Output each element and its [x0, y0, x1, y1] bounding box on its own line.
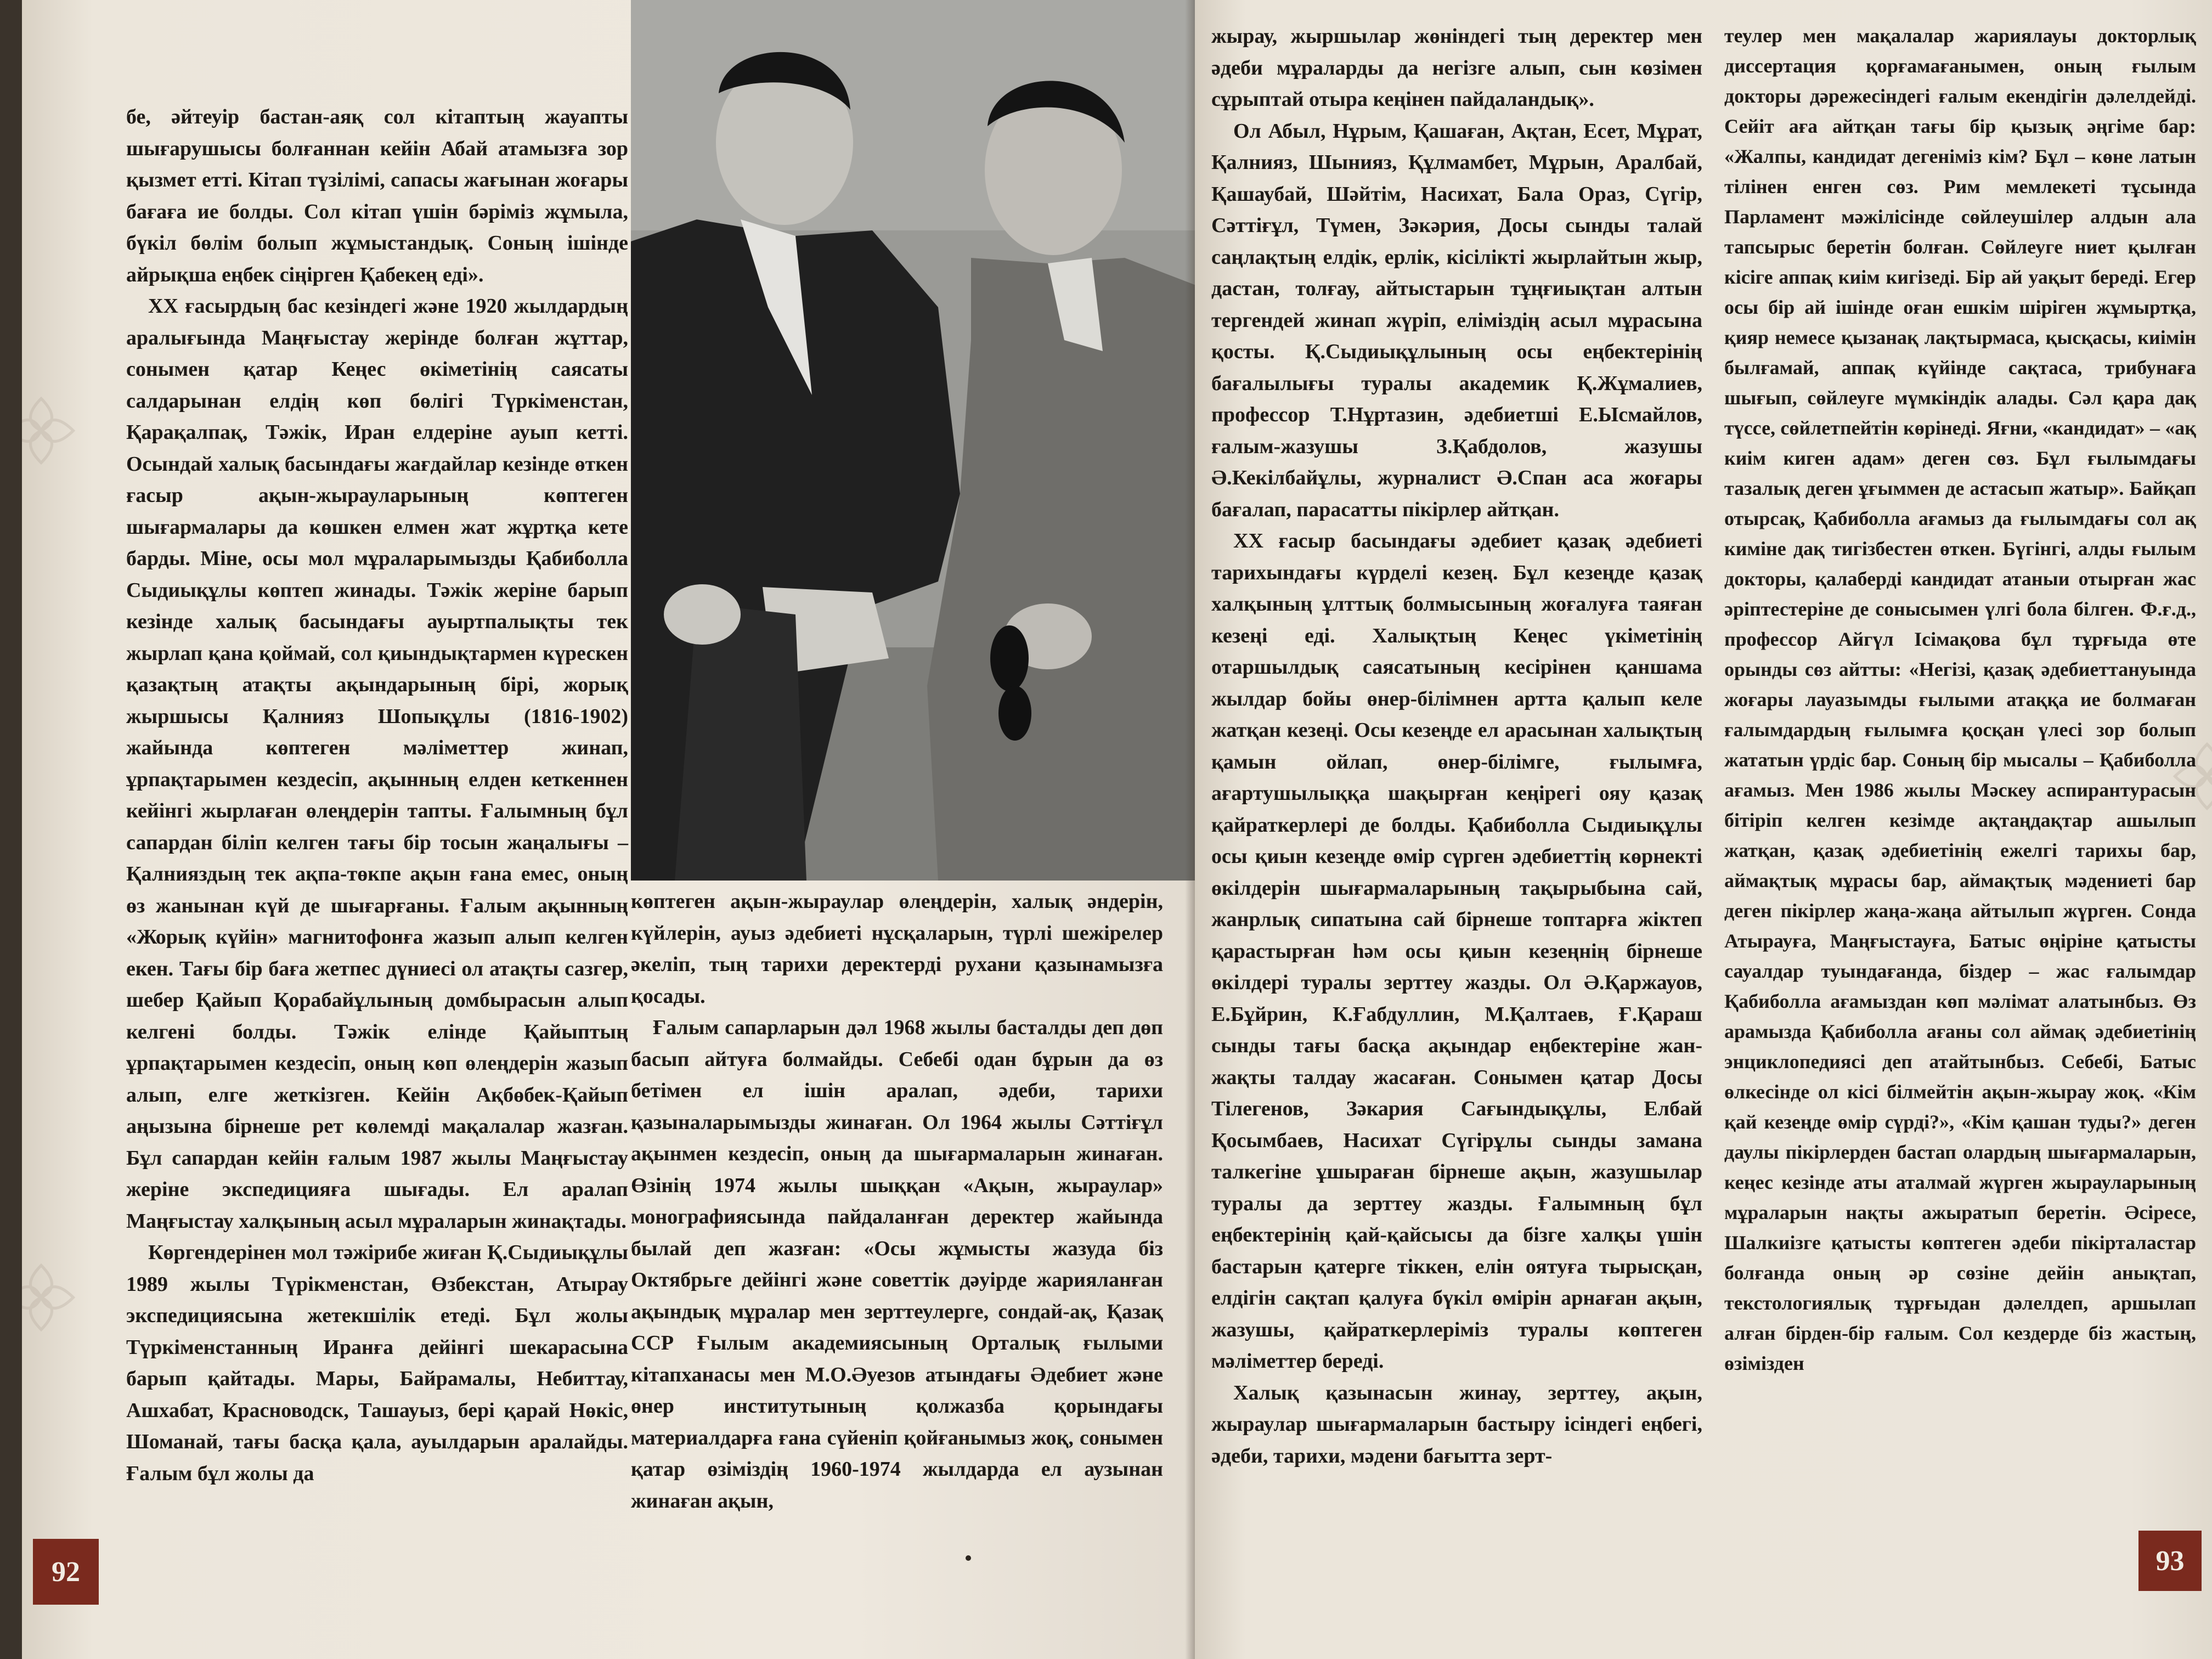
- right-page: [1195, 0, 2212, 1659]
- left-column-2: [631, 886, 1163, 1517]
- page-number: 93: [2138, 1531, 2202, 1591]
- paragraph: Халық қазынасын жинау, зерттеу, ақын, жыраулар шығармаларын бастыру ісіндегі еңбегі, әдеби, тарихи, мәдени бағытта зерт-: [1211, 1381, 1702, 1468]
- paragraph: теулер мен мақалалар жариялауы докторлық диссертация қорғамағанымен, оның ғылым докторы дәрежесіндегі ғалым екендігін дәлелдейді. Сейіт аға айтқан тағы бір қызық әңгіме бар: «Жалпы, кандидат дегеніміз кім? Бұл – көне латын тілінен енген сөз. Рим мемлекеті тұсында Парламент мәжілісінде сөйлеушілер алдын ала тапсырыс беретін болған. Сөйлеуге ниет қылған кісіге аппақ киім кигізеді. Бір ай уақыт береді. Егер осы бір ай ішінде оған ешкім шіріген жұмыртқа, қияр немесе қызанақ лақтырмаса, қысқасы, киімін былғамай, аппақ күйінде сақтаса, трибунаға шығып, сөйлеуге мүмкіндік алады. Сәл қара дақ түссе, сөйлетпейтін көрінеді. Яғни, «кандидат» – «ақ киім киген адам» деген сөз. Бұл ғылымдағы тазалық деген ұғыммен де астасып жатыр». Байқап отырсақ, Қабиболла ағамыз да ғылымдағы сол ақ киміне дақ тигізбестен өткен. Бүгінгі, алды ғылым докторы, қалаберді кандидат атаныи отырған жас әріптестеріне де сонысымен үлгі бола білген. Ф.ғ.д., профессор Айгүл Ісімақова бұл тұрғыда өте орынды сөз айтты: «Негізі, қазақ әдебиеттануында жоғары лауазымды ғылыми атаққа ие болмаған ғалымдардың ғылымға қосқан үлесі зор болып жататын үрдіс бар. Соның бір мысалы – Қабиболла ағамыз. Мен 1986 жылы Мәскеу аспирантурасын бітіріп келген кезімде ақтаңдақтар ашылып жатқан, қазақ әдебиетінің ежелгі тарихы бар, аймақтық мұрасы бар, аймақтық мәдениеті бар деген пікірлер жаңа-жаңа айтылып жүрген. Сонда Атырауға, Маңғыстауға, Батыс өңіріне қатысты сауалдар туындағанда, біздер – жас ғалымдар Қабиболла ағамыздан көп мәлімат алатынбыз. Өз арамызда Қабиболла ағаны сол аймақ әдебиетінің энциклопедиясі деп атайтынбыз. Себебі, Батыс өлкесінде ол кісі білмейтін ақын-жырау жоқ. «Кім қай кезеңде өмір сүрді?», «Кім қашан туды?» деген даулы пікірлерден бастап олардың шығармаларын, кеңес кезінде аты аталмай жүрген жырауларының мұраларын нақты ажыратып беретін. Әсіресе, Шалкиізге қатысты көптеген әдеби пікірталастар болғанда оның әр сөзіне дейін анықтап, текстологиялық тұрғыдан дәлелдеп, аршылап алған бірден-бір ғалым. Сол кездерде біз жастың, өзімізден: [1724, 25, 2196, 1374]
- paragraph: Ғалым сапарларын дәл 1968 жылы басталды деп дөп басып айтуға болмайды. Себебі одан бұрын да өз бетімен ел ішін аралап, әдеби, тарихи қазыналарымызды жинаған. Ол 1964 жылы Сәттіғұл ақынмен кездесіп, оның да шығармаларын жинаған. Өзінің 1974 жылы шыққан «Ақын, жыраулар» монографиясында пайдаланған деректер жайында былай деп жазған: «Осы жұмысты жазуда біз Октябрьге дейінгі және советтік дәуірде жарияланған ақындық мұралар мен зерттеулерге, сондай-ақ, Қазақ ССР Ғылым академиясының Орталық ғылыми кітапханасы мен М.О.Әуезов атындағы Әдебиет және өнер институтының қолжазба қорындағы материалдарға ғана сүйеніп қойғанымыз жоқ, сонымен қатар өзіміздің 1960-1974 жылдарда ел аузынан жинаған ақын,: [631, 1016, 1163, 1513]
- paragraph: бе, әйтеуір бастан-аяқ сол кітаптың жауапты шығарушысы болғаннан кейін Абай атамызға зор қызмет етті. Кітап түзілімі, сапасы жағынан жоғары бағаға ие болды. Сол кітап үшін бәріміз жұмыла, бүкіл бөлім болып жұмыстандық. Соның ішінде айрықша еңбек сіңірген Қабекең еді».: [126, 105, 628, 286]
- paragraph: жырау, жыршылар жөніндегі тың деректер мен әдеби мұраларды да негізге алып, сын көзімен сұрыптай отыра кеңінен пайдаландық».: [1211, 25, 1702, 111]
- paragraph: Ол Абыл, Нұрым, Қашаған, Ақтан, Есет, Мұрат, Қалнияз, Шынияз, Құлмамбет, Мұрын, Аралбай, Қашаубай, Шәйтім, Насихат, Бала Ораз, Сүгір, Сәттіғұл, Түмен, Зәкәрия, Досы сынды талай саңлақтың елдік, ерлік, кісілікті жырлайтын жыр, дастан, толғау, айтыстарын тұңғиықтан алтын тергендей жинап жүріп, еліміздің асыл мұрасына қосты. Қ.Сыдиықұлының осы еңбектерінің бағалылығы туралы академик Қ.Жұмалиев, профессор Т.Нұртазин, әдебиетші Е.Ысмайлов, ғалым-жазушы З.Қабдолов, жазушы Ә.Кекілбайұлы, журналист Ә.Спан аса жоғары бағалап, парасатты пікірлер айтқан.: [1211, 119, 1702, 521]
- page-number: 92: [33, 1539, 99, 1605]
- paragraph: ХХ ғасыр басындағы әдебиет қазақ әдебиеті тарихындағы күрделі кезең. Бұл кезеңде қазақ халқының ұлттық болмысының жоғалуға таяған кезеңі еді. Халықтың Кеңес үкіметінің отаршылдық саясатының кесірінен қаншама жылдар бойы өнер-білімнен артта қалып келе жатқан кезеңі. Осы кезеңде ел арасынан халықтың қамын ойлап, өнер-білімге, ғылымға, ағартушылыққа шақырған кеңірегі ояу қазақ қайраткерлері де болды. Қабиболла Сыдиықұлы осы қиын кезеңде өмір сүрген әдебиеттің көрнекті өкілдерін шығармаларының тақырыбына сай, жанрлық сипатына сай бірнеше топтарға жіктеп қарастырған һәм осы қиын кезеңнің бірнеше өкілдері туралы зерттеу жазды. Ол Ә.Қаржауов, Е.Бұйрин, К.Ғабдуллин, М.Қалтаев, Ғ.Қараш сынды тағы басқа ақындар еңбектеріне жан-жақты талдау жасаған. Сонымен қатар Досы Тілегенов, Зәкария Сағындықұлы, Елбай Қосымбаев, Насихат Сүгірұлы сынды замана талкегіне ұшыраған бірнеше ақын, жазушылар туралы да зерттеу жазды. Ғалымның бұл еңбектерінің қай-қайсысы да бізге халқы үшін бастарын қатерге тіккен, елін оятуға тырысқан, елдігін сақтап қалуға бүкіл өмірін арнаған ақын, жазушы, қайраткерлеріміз туралы көптеген мәліметтер береді.: [1211, 529, 1702, 1373]
- right-column-2: [1724, 21, 2196, 1379]
- right-column-1: [1211, 21, 1702, 1472]
- left-column-1: [126, 101, 628, 1489]
- paragraph: көптеген ақын-жыраулар өлеңдерін, халық әндерін, күйлерін, ауыз әдебиеті нұсқаларын, түрлі шежірелер әкеліп, тың тарихи деректерді рухани қазынамызға қосады.: [631, 890, 1163, 1008]
- photograph: [631, 0, 1196, 881]
- ornament-icon: [22, 1262, 77, 1333]
- print-mark: [966, 1555, 971, 1561]
- paragraph: ХХ ғасырдың бас кезіндегі және 1920 жылдардың аралығында Маңғыстау жерінде болған жұттар, сонымен қатар Кеңес өкіметінің саясаты салдарынан елдің көп бөлігі Түркіменстан, Қарақалпақ, Тәжік, Иран елдеріне ауып кетті. Осындай халық басындағы жағдайлар кезінде өткен ғасыр ақын-жырауларының көптеген шығармалары да көшкен елмен жат жұртқа кете барды. Міне, осы мол мұраларымызды Қабиболла Сыдиықұлы көптеп жинады. Тәжік жеріне барып кезінде халық басындағы ауыртпалықты тек жырлап қана қоймай, сол қиындықтармен күрескен қазақтың атақты ақындарының бірі, жорық жыршысы Қалнияз Шопықұлы (1816-1902) жайында көптеген мәліметтер жинап, ұрпақтарымен кездесіп, ақынның елден кеткеннен кейінгі жырлаған өлеңдерін тапты. Ғалымның бұл сапардан біліп келген тағы бір тосын жаңалығы – Қалнияздың тек ақпа-төкпе ақын ғана емес, оның өз жанынан күй де шығарғаны. Ғалым ақынның «Жорық күйін» магнитофонға жазып алып келген екен. Тағы бір бағa жетпес дүниесі ол атақты сазгер, шебер Қайып Қорабайұлының домбырасын алып келгені болды. Тәжік елінде Қайыптың ұрпақтарымен кездесіп, оның көп өлеңдерін жазып алып, елге жеткізген. Кейін Ақбөбек-Қайып аңызына бірнеше рет көлемді мақалалар жазған. Бұл сапардан кейін ғалым 1987 жылы Маңғыстау жеріне экспедицияға шығады. Ел аралап Маңғыстау халқының асыл мұраларын жинақтады.: [126, 295, 628, 1233]
- ornament-icon: [22, 395, 77, 466]
- paragraph: Көргендерінен мол тәжірибе жиған Қ.Сыдиықұлы 1989 жылы Түрікменстан, Өзбекстан, Атырау экспедициясына жетекшілік етеді. Бұл жолы Түркіменстанның Иранға дейінгі шекарасына барып қайтады. Мары, Байрамалы, Небиттау, Ашхабат, Красноводск, Ташауыз, бері қарай Нөкіс, Шоманай, тағы басқа қала, ауылдарын аралайды. Ғалым бұл жолы да: [126, 1241, 628, 1485]
